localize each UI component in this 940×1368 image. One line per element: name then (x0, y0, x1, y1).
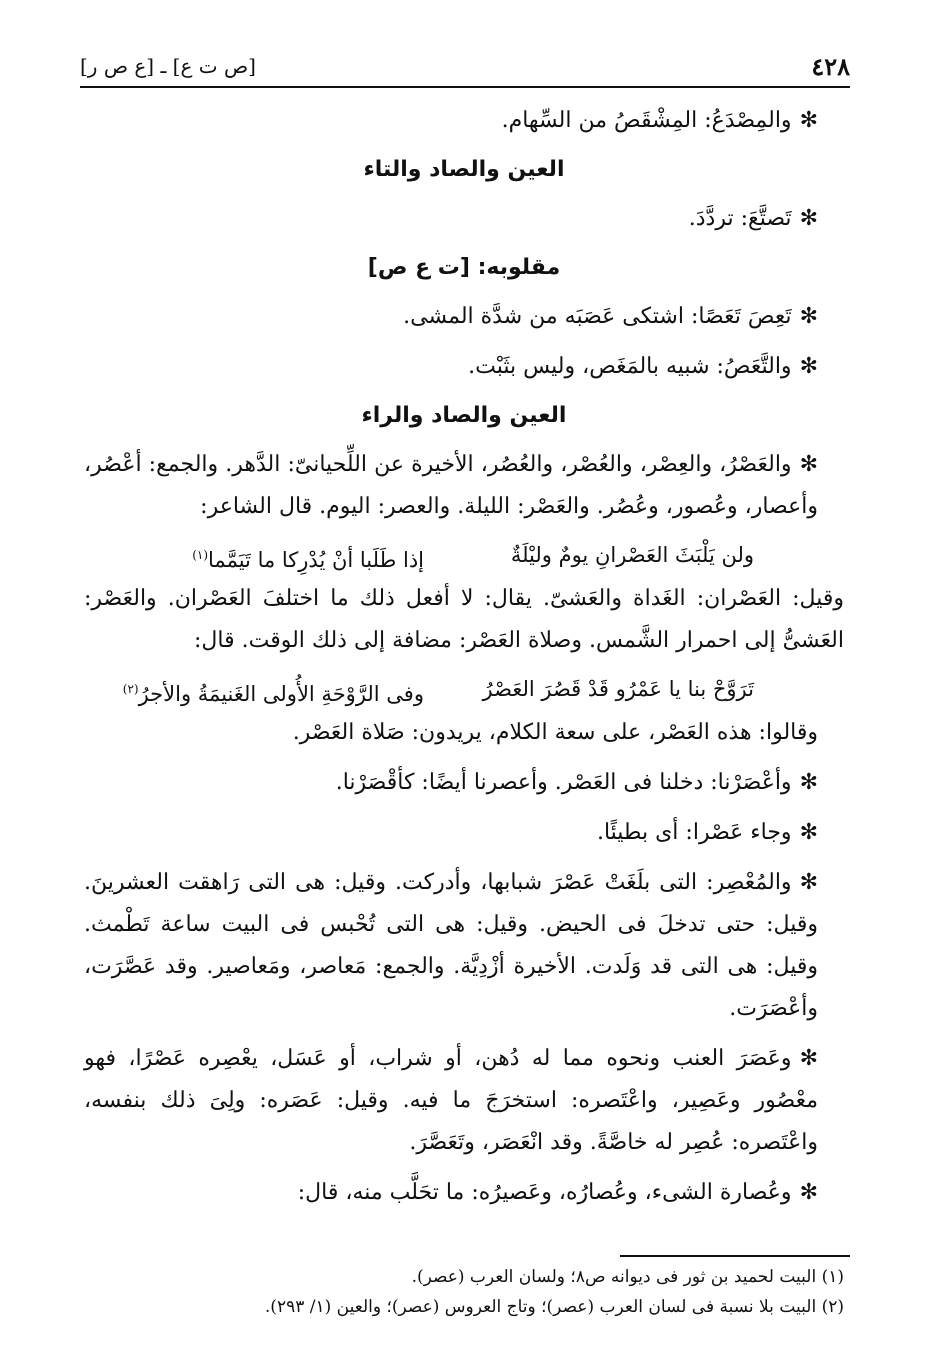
entry-asterisk-icon: ✻ (799, 108, 818, 133)
entry-asterisk-icon: ✻ (799, 870, 818, 895)
entry-asterisk-icon: ✻ (799, 770, 818, 795)
paragraph-text: وأعْصَرْنا: دخلنا فى العَصْر. وأعصرنا أيضًا: كأقْصَرْنا. (335, 770, 792, 795)
verse-second-hemistich (192, 536, 424, 579)
page-header (80, 50, 850, 86)
paragraph-text: وعُصارة الشىء، وعُصارُه، وعَصيرُه: ما تحَلَّب منه، قال: (297, 1180, 792, 1205)
paragraph-text: والمُعْصِر: التى بلَغَتْ عَصْرَ شبابها، وأدركت. وقيل: هى التى رَاهقت العشرينَ. وقيل: حتى تدخلَ فى الحيض. وقيل: هى التى تُحْبس فى البيت ساعة تَطْمث. وقيل: هى التى قد وَلَدت. الأخيرة أزْدِيَّة. والجمع: مَعاصر، ومَعاصير. وقد عَصَّرَت، وأعْصَرَت. (84, 870, 818, 1021)
page-body (84, 100, 844, 1222)
entry-asterisk-icon: ✻ (799, 304, 818, 329)
entry-paragraph (84, 296, 844, 338)
paragraph-text: وقيل: العَصْران: الغَداة والعَشىّ. يقال: لا أفعل ذلك ما اختلفَ العَصْران. والعَصْر: العَشىُّ إلى احمرار الشَّمس. وصلاة العَصْر: مضافة إلى ذلك الوقت. قال: (84, 586, 844, 653)
continuation-paragraph (84, 712, 844, 754)
footnote-2: (٢) البيت بلا نسبة فى لسان العرب (عصر)؛ وتاج العروس (عصر)؛ والعين (١/ ٢٩٣). (264, 1297, 844, 1317)
verse-line (84, 670, 844, 708)
entry-asterisk-icon: ✻ (799, 354, 818, 379)
entry-paragraph (84, 198, 844, 240)
entry-asterisk-icon: ✻ (799, 820, 818, 845)
verse-second-hemistich-text: إذا طَلَبا أنْ يُدْرِكا ما تَيَمَّما (208, 548, 424, 572)
footnote-rule (620, 1255, 850, 1257)
paragraph-text: وجاء عَصْرا: أى بطيئًا. (596, 820, 792, 845)
entry-asterisk-icon: ✻ (799, 206, 818, 231)
section-heading: العين والصاد والراء (361, 403, 567, 428)
footnotes (84, 1262, 844, 1322)
footnote-marker: (١) (192, 548, 209, 562)
entry-asterisk-icon: ✻ (799, 452, 818, 477)
entry-paragraph (84, 346, 844, 388)
section-heading: مقلوبه: [ت ع ص] (367, 255, 561, 280)
entry-asterisk-icon: ✻ (799, 1046, 818, 1071)
paragraph-text: تَعِصَ تَعَصًا: اشتكى عَصَبَه من شدَّة المشى. (403, 304, 792, 329)
continuation-paragraph (84, 578, 844, 662)
footnote-1: (١) البيت لحميد بن ثور فى ديوانه ص٨؛ ولسان العرب (عصر). (411, 1267, 844, 1287)
footnote-marker: (٢) (122, 682, 139, 696)
entry-paragraph (84, 1038, 844, 1164)
paragraph-text: وقالوا: هذه العَصْر، على سعة الكلام، يريدون: صَلاة العَصْر. (292, 720, 818, 745)
verse-first-hemistich: تَرَوَّحْ بنا يا عَمْرُو قَدْ قَصُرَ العَصْرُ (482, 677, 754, 701)
entry-asterisk-icon: ✻ (799, 1180, 818, 1205)
page-number: ٤٢٨ (811, 52, 850, 81)
verse-second-hemistich-text: وفى الرَّوْحَةِ الأُولى الغَنيمَةُ والأجرُ (138, 682, 424, 706)
paragraph-text: والتَّعَصُ: شبيه بالمَغَص، وليس بثَبْت. (468, 354, 792, 379)
entry-paragraph (84, 862, 844, 1030)
running-title: [ص ت ع] ـ [ع ص ر] (80, 54, 256, 78)
verse-first-hemistich: ولن يَلْبَثَ العَصْرانِ يومٌ وليْلَةٌ (510, 543, 754, 567)
entry-paragraph (84, 100, 844, 142)
paragraph-text: وعَصَرَ العنب ونحوه مما له دُهن، أو شراب، أو عَسَل، يعْصِره عَصْرًا، فهو معْصُور وعَصِير، واعْتَصره: استخرَجَ ما فيه. وقيل: عَصَره: ولِىَ ذلك بنفسه، واعْتَصره: عُصِر له خاصَّةً. وقد انْعَصَر، وتَعَصَّرَ. (84, 1046, 818, 1155)
entry-paragraph (84, 762, 844, 804)
entry-paragraph (84, 444, 844, 528)
entry-paragraph (84, 1172, 844, 1214)
section-heading: العين والصاد والتاء (363, 157, 565, 182)
verse-line (84, 536, 844, 574)
paragraph-text: والعَصْرُ، والعِصْر، والعُصْر، والعُصُر، الأخيرة عن اللِّحيانىّ: الدَّهر. والجمع: أعْصُر، وأعصار، وعُصور، وعُصُر. والعَصْر: الليلة. والعصر: اليوم. قال الشاعر: (84, 452, 818, 519)
entry-paragraph (84, 812, 844, 854)
verse-second-hemistich (123, 670, 424, 713)
paragraph-text: والمِصْدَعُ: المِشْقَصُ من السِّهام. (501, 108, 792, 133)
paragraph-text: تَصتَّعَ: تردَّدَ. (688, 206, 792, 231)
header-rule (80, 86, 850, 88)
